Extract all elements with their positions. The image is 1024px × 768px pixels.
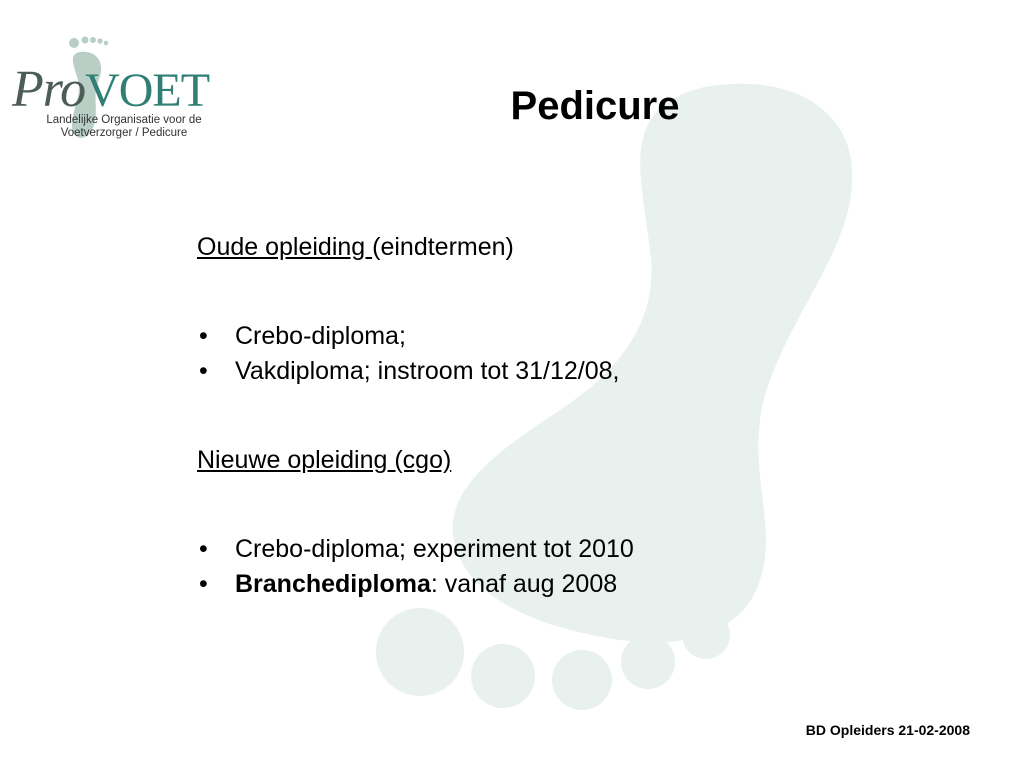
list-item-text: Crebo-diploma; experiment tot 2010 bbox=[235, 535, 634, 563]
section-heading-underlined: Oude opleiding bbox=[197, 233, 373, 261]
bullet-list-old-training bbox=[197, 319, 837, 389]
logo-wordmark bbox=[12, 61, 210, 118]
bullet-list-new-training bbox=[197, 532, 837, 602]
bullet-icon: • bbox=[199, 570, 208, 598]
list-item bbox=[197, 354, 837, 389]
slide-footer: BD Opleiders 21-02-2008 bbox=[805, 722, 970, 738]
provoet-logo bbox=[8, 34, 218, 146]
list-item bbox=[197, 319, 837, 354]
logo-tagline-line2: Voetverzorger / Pedicure bbox=[60, 127, 188, 139]
list-item bbox=[197, 567, 837, 602]
bullet-icon: • bbox=[199, 535, 208, 563]
section-heading-underlined: Nieuwe opleiding (cgo) bbox=[197, 446, 452, 474]
logo-tagline-line1: Landelijke Organisatie voor de bbox=[46, 114, 202, 126]
list-item-bold: Branchediploma bbox=[235, 570, 431, 598]
bullet-icon: • bbox=[199, 357, 208, 385]
logo-prefix: Pro bbox=[12, 61, 86, 118]
section-heading-rest: (eindtermen) bbox=[372, 233, 514, 261]
list-item bbox=[197, 532, 837, 567]
list-item-text: Vakdiploma; instroom tot 31/12/08, bbox=[235, 357, 620, 385]
list-item-text: Crebo-diploma; bbox=[235, 322, 406, 350]
slide-title: Pedicure bbox=[510, 84, 680, 128]
list-item-text: : vanaf aug 2008 bbox=[430, 570, 618, 598]
section-heading-new-training bbox=[197, 443, 837, 478]
logo-tagline bbox=[34, 114, 214, 140]
slide-body bbox=[197, 230, 837, 602]
logo-name: VOET bbox=[85, 64, 210, 117]
section-heading-old-training bbox=[197, 230, 837, 265]
bullet-icon: • bbox=[199, 322, 208, 350]
